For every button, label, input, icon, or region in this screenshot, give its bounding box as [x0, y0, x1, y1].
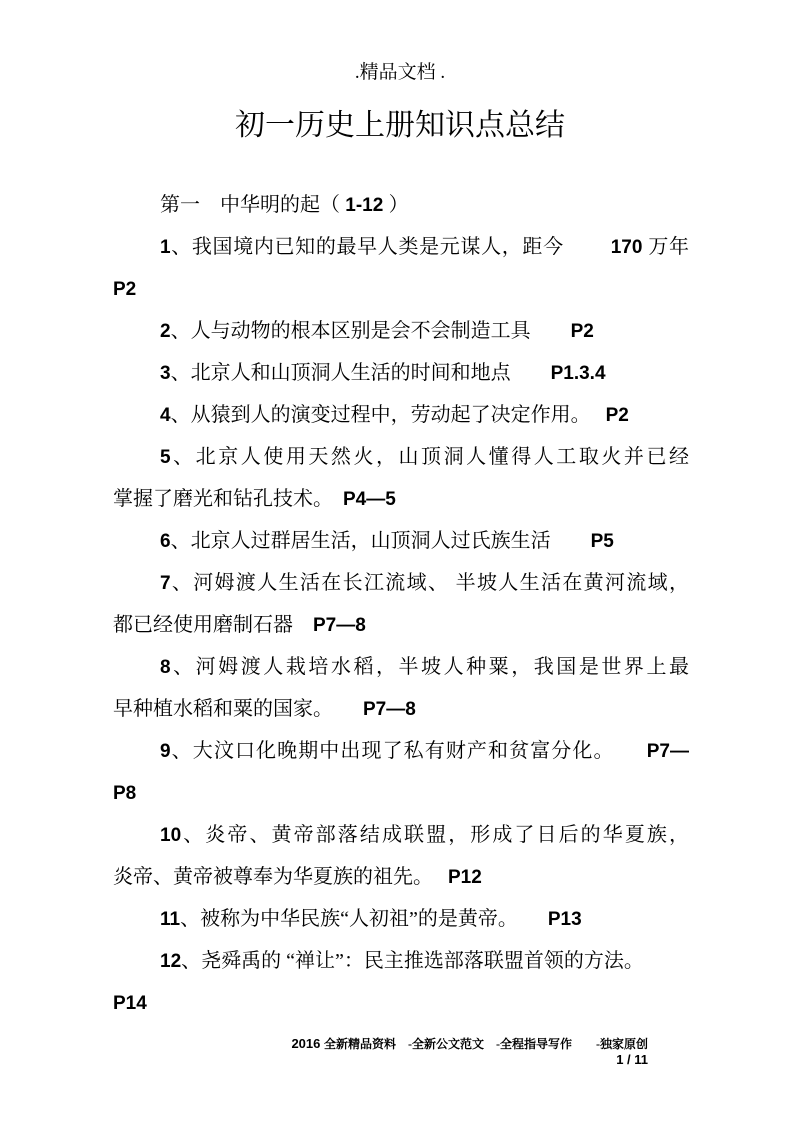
- text-segment: 、我国境内已知的最早人类是元谋人，距今: [170, 236, 611, 258]
- number-segment: 170: [610, 237, 649, 258]
- list-item-4: [113, 394, 689, 436]
- number-segment: P2: [605, 405, 629, 426]
- page-number: 1 / 11: [616, 1052, 648, 1067]
- number-segment: P7—8: [363, 699, 416, 720]
- list-item-8: [113, 646, 689, 688]
- number-segment: 4: [160, 405, 171, 426]
- footer-credits: [291, 1036, 648, 1052]
- number-segment: 1-12: [340, 195, 389, 216]
- number-segment: 8: [160, 657, 171, 678]
- text-segment: 、河姆渡人栽培水稻，半坡人种粟，我国是世界上最: [170, 656, 689, 678]
- number-segment: 3: [160, 363, 171, 384]
- page-ref-line: [113, 982, 689, 1024]
- text-segment: 、北京人使用天然火，山顶洞人懂得人工取火并已经: [170, 446, 689, 468]
- text-segment: 、人与动物的根本区别是会不会制造工具: [170, 320, 571, 342]
- list-item-7: [113, 562, 689, 604]
- text-segment: 万年: [648, 236, 690, 258]
- list-item-9: [113, 730, 689, 772]
- list-item-10: [113, 814, 689, 856]
- number-segment: P12: [448, 867, 482, 888]
- text-segment: 、被称为中华民族“人初祖”的是黄帝。: [180, 908, 548, 930]
- header-watermark: .精品文档 .: [354, 62, 446, 83]
- text-segment: 、大汶口化晚期中出现了私有财产和贫富分化。: [170, 740, 647, 762]
- number-segment: P7—: [646, 741, 689, 762]
- number-segment: P8: [113, 783, 137, 804]
- list-item-6: [113, 520, 689, 562]
- list-item-8-continued: [113, 688, 689, 730]
- text-segment: 掌握了磨光和钻孔技术。: [113, 488, 343, 510]
- text-segment: ）: [388, 194, 409, 216]
- list-item-12: [113, 940, 689, 982]
- section-heading: [113, 184, 689, 226]
- text-segment: 、尧舜禹的 “禅让”：民主推选部落联盟首领的方法。: [181, 950, 644, 972]
- document-body: [113, 184, 689, 1024]
- list-item-3: [113, 352, 689, 394]
- number-segment: 1: [160, 237, 171, 258]
- page-footer: [291, 1036, 648, 1068]
- text-segment: 都已经使用磨制石器: [113, 614, 313, 636]
- text-segment: 、北京人过群居生活，山顶洞人过氏族生活: [170, 530, 591, 552]
- number-segment: 2: [160, 321, 171, 342]
- text-segment: 、从猿到人的演变过程中，劳动起了决定作用。: [170, 404, 606, 426]
- number-segment: 9: [160, 741, 171, 762]
- number-segment: P2: [570, 321, 594, 342]
- number-segment: P4—5: [343, 489, 396, 510]
- text-segment: 、炎帝、黄帝部落结成联盟，形成了日后的华夏族，: [181, 824, 689, 846]
- list-item-11: [113, 898, 689, 940]
- number-segment: P7—8: [313, 615, 366, 636]
- list-item-7-continued: [113, 604, 689, 646]
- page-ref-line: [113, 772, 689, 814]
- number-segment: P13: [547, 909, 582, 930]
- document-title: 初一历史上册知识点总结: [235, 109, 565, 142]
- footer-credit-text: 全新精品资料 -全新公文范文 -全程指导写作 -独家原创: [324, 1037, 648, 1051]
- footer-year: 2016: [291, 1036, 324, 1051]
- list-item-1: [113, 226, 689, 268]
- number-segment: 7: [160, 573, 171, 594]
- list-item-5: [113, 436, 689, 478]
- number-segment: 5: [160, 447, 171, 468]
- number-segment: P1.3.4: [550, 363, 606, 384]
- list-item-5-continued: [113, 478, 689, 520]
- number-segment: P14: [113, 993, 147, 1014]
- number-segment: 12: [160, 951, 182, 972]
- text-segment: 早种植水稻和粟的国家。: [113, 698, 363, 720]
- number-segment: 6: [160, 531, 171, 552]
- number-segment: 11: [160, 909, 181, 930]
- number-segment: 10: [160, 825, 182, 846]
- list-item-10-continued: [113, 856, 689, 898]
- number-segment: P2: [113, 279, 137, 300]
- text-segment: 炎帝、黄帝被尊奉为华夏族的祖先。: [113, 866, 448, 888]
- number-segment: P5: [590, 531, 614, 552]
- page-ref-line: [113, 268, 689, 310]
- text-segment: 、河姆渡人生活在长江流域、 半坡人生活在黄河流域，: [170, 572, 689, 594]
- text-segment: 、北京人和山顶洞人生活的时间和地点: [170, 362, 551, 384]
- text-segment: 第一 中华明的起（: [160, 194, 340, 216]
- list-item-2: [113, 310, 689, 352]
